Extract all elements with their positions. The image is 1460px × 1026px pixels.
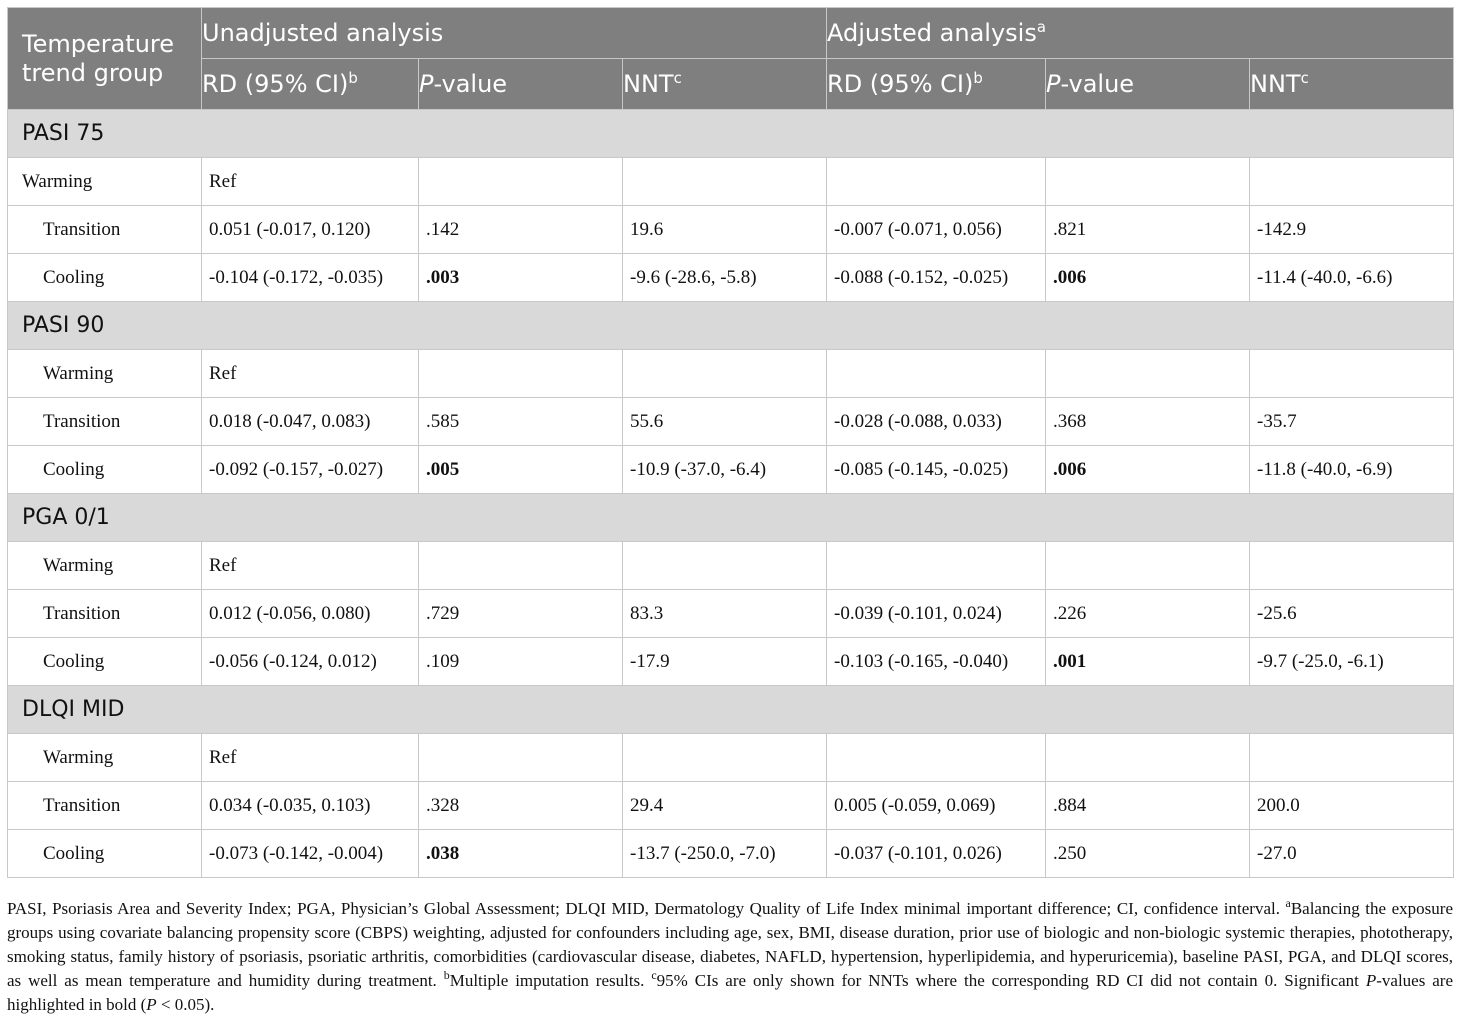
cell-u-nnt: -10.9 (-37.0, -6.4) <box>623 446 827 494</box>
cell-a-p: .226 <box>1046 590 1250 638</box>
header-group: Temperature trend group <box>8 8 202 110</box>
cell-u-rd: Ref <box>202 734 419 782</box>
row-label: Cooling <box>8 830 202 878</box>
cell-u-rd: -0.073 (-0.142, -0.004) <box>202 830 419 878</box>
cell-a-p: .821 <box>1046 206 1250 254</box>
cell-a-p: .250 <box>1046 830 1250 878</box>
cell-a-rd: 0.005 (-0.059, 0.069) <box>827 782 1046 830</box>
cell-u-p <box>419 734 623 782</box>
results-table <box>7 7 1454 878</box>
section-title: PASI 75 <box>8 110 1454 158</box>
cell-a-nnt <box>1250 542 1454 590</box>
section-row <box>8 302 1454 350</box>
header-u-p: P-value <box>419 59 623 110</box>
cell-u-rd: -0.056 (-0.124, 0.012) <box>202 638 419 686</box>
cell-u-p: .585 <box>419 398 623 446</box>
cell-u-nnt <box>623 734 827 782</box>
cell-u-nnt <box>623 158 827 206</box>
cell-u-rd: 0.018 (-0.047, 0.083) <box>202 398 419 446</box>
cell-a-rd: -0.103 (-0.165, -0.040) <box>827 638 1046 686</box>
cell-a-rd <box>827 734 1046 782</box>
table-header <box>8 8 1454 110</box>
row-label: Warming <box>8 158 202 206</box>
cell-u-p <box>419 446 623 494</box>
cell-u-p: .142 <box>419 206 623 254</box>
row-label: Transition <box>8 398 202 446</box>
table-row <box>8 398 1454 446</box>
cell-u-nnt <box>623 350 827 398</box>
cell-a-nnt: -35.7 <box>1250 398 1454 446</box>
table-row <box>8 254 1454 302</box>
section-row <box>8 494 1454 542</box>
cell-a-p <box>1046 158 1250 206</box>
significant-p-value: .003 <box>426 266 460 288</box>
cell-u-p <box>419 542 623 590</box>
section-row <box>8 110 1454 158</box>
cell-a-rd <box>827 158 1046 206</box>
cell-u-p: .729 <box>419 590 623 638</box>
header-u-rd: RD (95% CI)$^b$ <box>202 59 419 110</box>
cell-a-nnt: -9.7 (-25.0, -6.1) <box>1250 638 1454 686</box>
cell-u-rd: -0.092 (-0.157, -0.027) <box>202 446 419 494</box>
cell-a-rd: -0.037 (-0.101, 0.026) <box>827 830 1046 878</box>
significant-p-value: .006 <box>1053 458 1087 480</box>
cell-u-p <box>419 830 623 878</box>
table-body <box>8 110 1454 878</box>
cell-u-p: .109 <box>419 638 623 686</box>
cell-a-rd: -0.007 (-0.071, 0.056) <box>827 206 1046 254</box>
cell-a-rd: -0.039 (-0.101, 0.024) <box>827 590 1046 638</box>
cell-a-p: .368 <box>1046 398 1250 446</box>
cell-a-nnt: -11.4 (-40.0, -6.6) <box>1250 254 1454 302</box>
table-row <box>8 158 1454 206</box>
cell-a-rd <box>827 542 1046 590</box>
cell-u-rd: Ref <box>202 158 419 206</box>
section-title: DLQI MID <box>8 686 1454 734</box>
cell-u-rd: 0.012 (-0.056, 0.080) <box>202 590 419 638</box>
header-u-nnt: NNT$^c$ <box>623 59 827 110</box>
table-row <box>8 782 1454 830</box>
row-label: Transition <box>8 206 202 254</box>
row-label: Warming <box>8 350 202 398</box>
header-a-rd: RD (95% CI)$^b$ <box>827 59 1046 110</box>
table-row <box>8 542 1454 590</box>
table-row <box>8 206 1454 254</box>
row-label: Warming <box>8 542 202 590</box>
cell-u-rd: Ref <box>202 350 419 398</box>
section-title: PGA 0/1 <box>8 494 1454 542</box>
cell-a-p <box>1046 638 1250 686</box>
row-label: Cooling <box>8 638 202 686</box>
cell-u-nnt: -13.7 (-250.0, -7.0) <box>623 830 827 878</box>
section-title: PASI 90 <box>8 302 1454 350</box>
row-label: Cooling <box>8 254 202 302</box>
significant-p-value: .001 <box>1053 650 1087 672</box>
significant-p-value: .005 <box>426 458 460 480</box>
cell-u-nnt: -9.6 (-28.6, -5.8) <box>623 254 827 302</box>
cell-u-p <box>419 158 623 206</box>
cell-u-p <box>419 350 623 398</box>
cell-a-p <box>1046 254 1250 302</box>
cell-u-nnt: 55.6 <box>623 398 827 446</box>
cell-u-nnt <box>623 542 827 590</box>
cell-a-p <box>1046 734 1250 782</box>
cell-u-nnt: 19.6 <box>623 206 827 254</box>
cell-u-nnt: -17.9 <box>623 638 827 686</box>
row-label: Warming <box>8 734 202 782</box>
table-row <box>8 830 1454 878</box>
table-footnote: PASI, Psoriasis Area and Severity Index; PGA, Physician’s Global Assessment; DLQI MID, Dermatology Quality of Life Index minimal important difference; CI, confidence interval. $^a$Balancing the exposure groups using covariate balancing propensity score (CBPS) weighting, adjusted for confounders including age, sex, BMI, disease duration, prior use of biologic and non-biologic systemic therapies, phototherapy, smoking status, family history of psoriasis, psoriatic arthritis, comorbidities (cardiovascular disease, diabetes, NAFLD, hypertension, hyperlipidemia, and hyperuricemia), baseline PASI, PGA, and DLQI scores, as well as mean temperature and humidity during treatment. $^b$Multiple imputation results. $^c$95% CIs are only shown for NNTs where the corresponding RD CI did not contain 0. Significant P-values are highlighted in bold (P < 0.05). <box>7 895 1454 1014</box>
cell-a-nnt <box>1250 734 1454 782</box>
cell-a-nnt <box>1250 158 1454 206</box>
cell-u-p <box>419 254 623 302</box>
row-label: Transition <box>8 590 202 638</box>
header-adjusted: Adjusted analysis$^a$ <box>827 8 1454 59</box>
cell-a-nnt: -11.8 (-40.0, -6.9) <box>1250 446 1454 494</box>
cell-a-rd: -0.085 (-0.145, -0.025) <box>827 446 1046 494</box>
cell-u-rd: Ref <box>202 542 419 590</box>
header-a-nnt: NNT$^c$ <box>1250 59 1454 110</box>
cell-u-rd: 0.051 (-0.017, 0.120) <box>202 206 419 254</box>
cell-a-rd <box>827 350 1046 398</box>
cell-a-rd: -0.088 (-0.152, -0.025) <box>827 254 1046 302</box>
significant-p-value: .006 <box>1053 266 1087 288</box>
cell-u-nnt: 29.4 <box>623 782 827 830</box>
significant-p-value: .038 <box>426 842 460 864</box>
cell-a-nnt: 200.0 <box>1250 782 1454 830</box>
table-row <box>8 350 1454 398</box>
row-label: Transition <box>8 782 202 830</box>
cell-u-p: .328 <box>419 782 623 830</box>
cell-a-p <box>1046 350 1250 398</box>
cell-a-p <box>1046 446 1250 494</box>
table-row <box>8 734 1454 782</box>
header-a-p: P-value <box>1046 59 1250 110</box>
cell-u-rd: 0.034 (-0.035, 0.103) <box>202 782 419 830</box>
cell-a-rd: -0.028 (-0.088, 0.033) <box>827 398 1046 446</box>
cell-a-p: .884 <box>1046 782 1250 830</box>
cell-a-nnt <box>1250 350 1454 398</box>
cell-a-nnt: -142.9 <box>1250 206 1454 254</box>
row-label: Cooling <box>8 446 202 494</box>
section-row <box>8 686 1454 734</box>
table-row <box>8 638 1454 686</box>
cell-a-p <box>1046 542 1250 590</box>
cell-a-nnt: -25.6 <box>1250 590 1454 638</box>
header-unadjusted: Unadjusted analysis <box>202 8 827 59</box>
table-row <box>8 446 1454 494</box>
cell-u-nnt: 83.3 <box>623 590 827 638</box>
cell-a-nnt: -27.0 <box>1250 830 1454 878</box>
table-row <box>8 590 1454 638</box>
cell-u-rd: -0.104 (-0.172, -0.035) <box>202 254 419 302</box>
